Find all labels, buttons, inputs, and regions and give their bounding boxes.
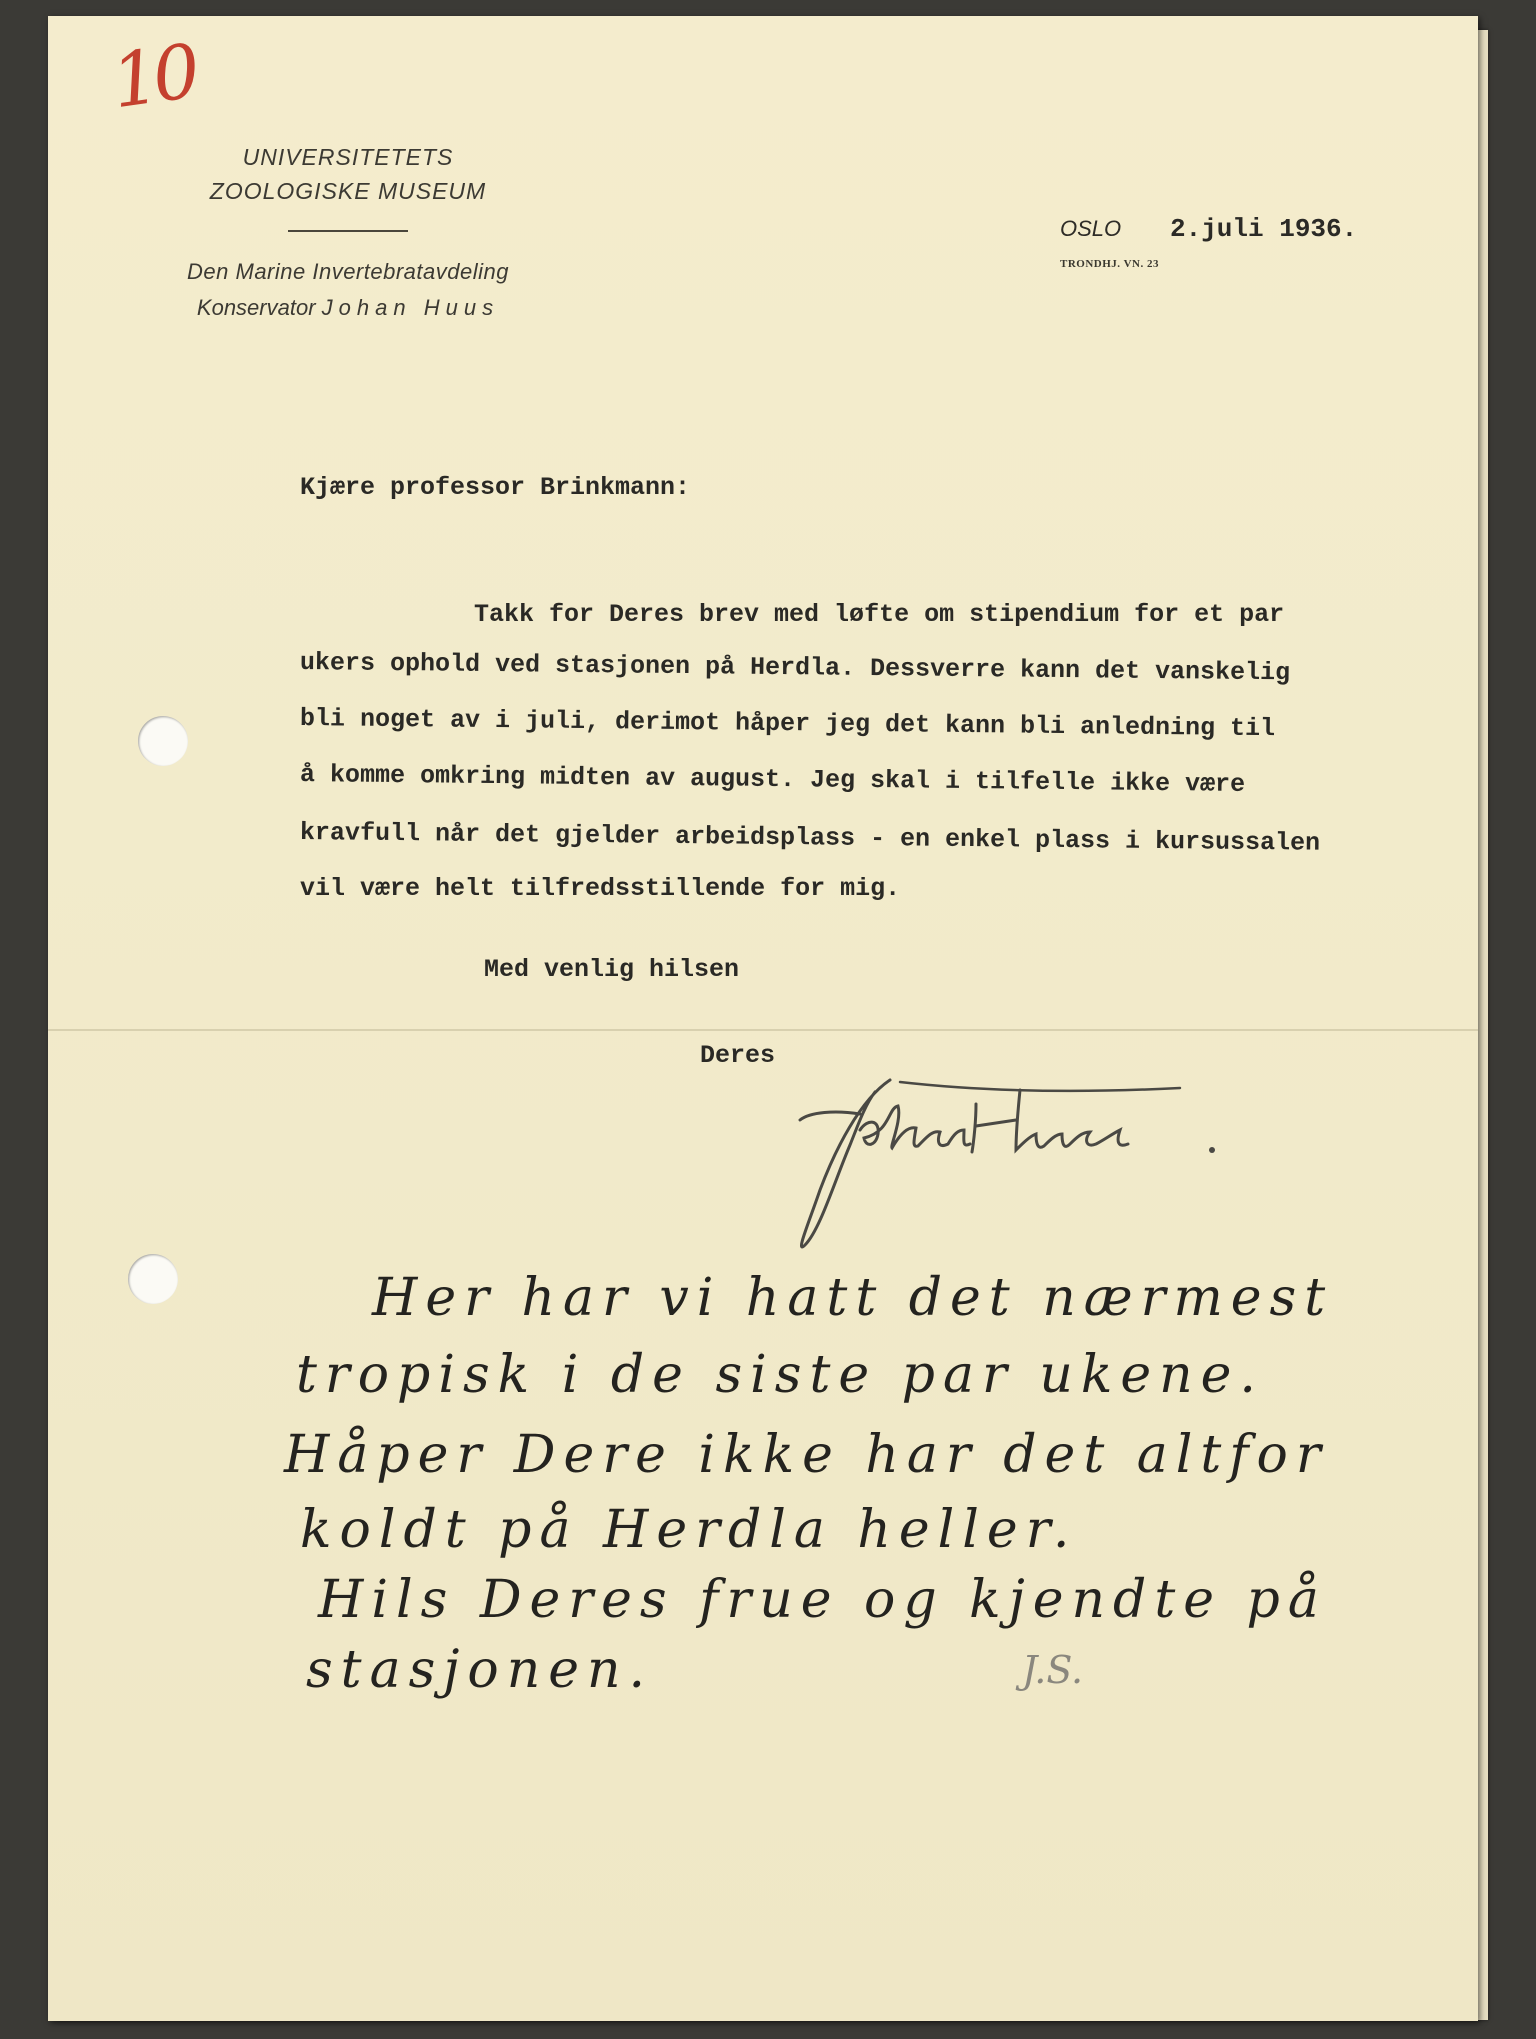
closing: Med venlig hilsen [484, 955, 740, 984]
punch-hole-lower [128, 1254, 178, 1304]
letter-date: 2.juli 1936. [1170, 214, 1358, 244]
letterhead-divider [288, 230, 408, 232]
postscript-line: Her har vi hatt det nærmest [372, 1268, 1334, 1328]
punch-hole-upper [138, 716, 188, 766]
street-address: TRONDHJ. VN. 23 [1060, 258, 1159, 270]
department-name: Den Marine Invertebratavdeling [187, 259, 509, 284]
body-line: vil være helt tilfredsstillende for mig. [300, 874, 901, 903]
handwritten-signature [740, 1060, 1220, 1260]
body-line: Takk for Deres brev med løfte om stipendium for et par [474, 600, 1285, 629]
institution-line-2: ZOOLOGISKE MUSEUM [209, 178, 487, 204]
postscript-line: koldt på Herdla heller. [300, 1500, 1078, 1560]
curator-name: Johan Huus [321, 295, 500, 320]
curator-title: Konservator [196, 295, 316, 320]
institution-line-1: UNIVERSITETETS [242, 144, 454, 170]
body-line: kravfull når det gjelder arbeidsplass - en enkel plass i kursussalen [299, 818, 1321, 858]
postscript-line: Hils Deres frue og kjendte på [318, 1570, 1327, 1630]
postscript-line: Håper Dere ikke har det altfor [284, 1425, 1329, 1485]
body-line: bli noget av i juli, derimot håper jeg det kann bli anledning til [299, 704, 1276, 744]
fold-crease [48, 1029, 1478, 1031]
sign-off: Deres [700, 1041, 776, 1070]
postscript-initials: J.S. [1022, 1648, 1084, 1692]
body-line: ukers ophold ved stasjonen på Herdla. Dessverre kann det vanskelig [299, 648, 1291, 688]
letterhead [138, 140, 558, 326]
place-name: OSLO [1060, 216, 1122, 241]
salutation: Kjære professor Brinkmann: [300, 473, 691, 502]
curator-line [138, 290, 558, 326]
postscript-line: stasjonen. [306, 1640, 653, 1700]
body-line: å komme omkring midten av august. Jeg skal i tilfelle ikke være [299, 760, 1246, 799]
folio-number: 10 [106, 28, 200, 126]
postscript-line: tropisk i de siste par ukene. [296, 1345, 1264, 1405]
